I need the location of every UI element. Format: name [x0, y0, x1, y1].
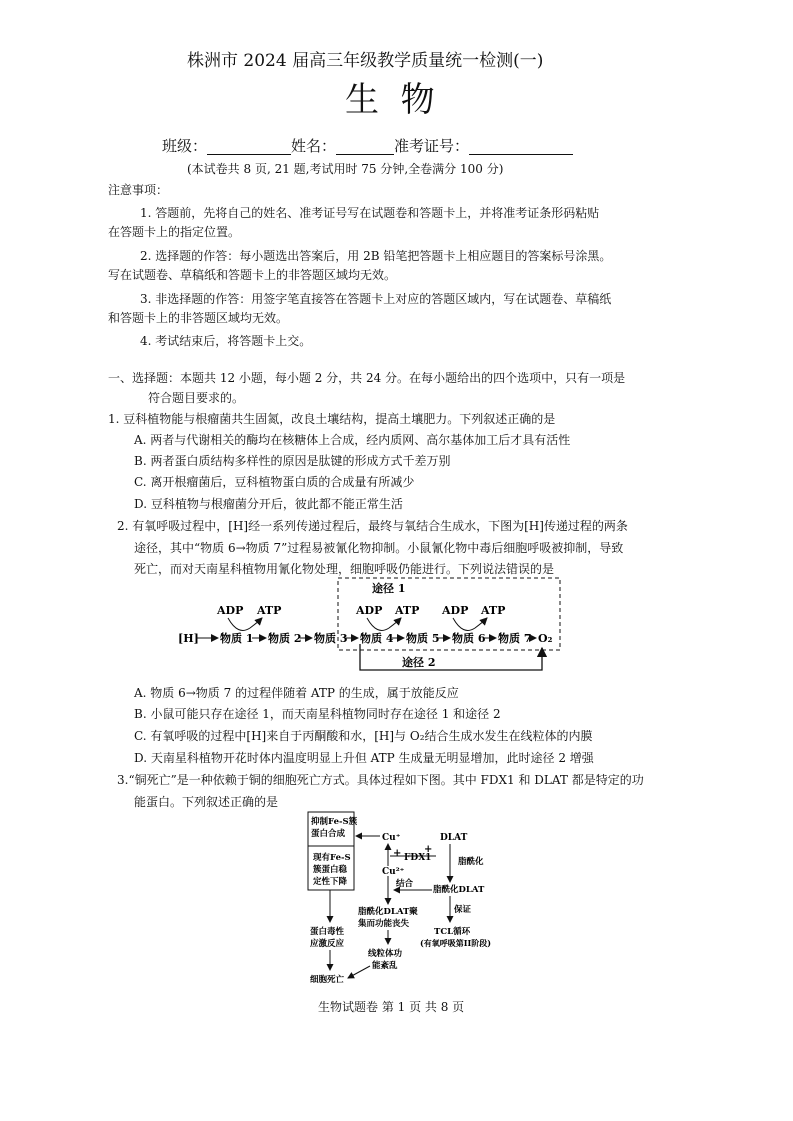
- oxygen-label: O₂: [538, 632, 553, 645]
- notes-heading: 注意事项：: [108, 183, 169, 197]
- fes-text: 现有Fe-S: [313, 853, 351, 863]
- q3-stem-cont: 能蛋白。下列叙述正确的是: [134, 795, 279, 809]
- substance-3: 物质 3: [314, 632, 348, 645]
- plus-sign: +: [424, 844, 433, 855]
- substance-6: 物质 6: [452, 632, 486, 645]
- bind-label: 结合: [396, 879, 414, 889]
- fes-text: 抑制Fe-S簇: [311, 817, 358, 827]
- q2-option-a: A. 物质 6→物质 7 的过程伴随着 ATP 的生成，属于放能反应: [134, 686, 459, 700]
- fes-text: 簇蛋白稳: [313, 865, 348, 875]
- lipoylation-label: 脂酰化: [458, 857, 484, 867]
- id-field[interactable]: [469, 140, 573, 155]
- note-1: 1. 答题前，先将自己的姓名、准考证号写在试题卷和答题卡上，并将准考证条形码粘贴: [140, 206, 600, 220]
- aggregation-text: 集而功能丧失: [358, 919, 410, 929]
- section1-intro: 一、选择题：本题共 12 小题，每小题 2 分，共 24 分。在每小题给出的四个选项中，只有一项是: [108, 371, 626, 385]
- q2-option-d: D. 天南星科植物开花时体内温度明显上升但 ATP 生成量无明显增加，此时途径 2 增强: [134, 751, 594, 765]
- ensure-label: 保证: [454, 905, 472, 915]
- mito-dysfunction-text: 线粒体功: [368, 949, 403, 959]
- adp-label: ADP: [442, 604, 469, 617]
- q1-option-a: A. 两者与代谢相关的酶均在核糖体上合成，经内质网、高尔基体加工后才具有活性: [134, 433, 571, 447]
- note-1-cont: 在答题卡上的指定位置。: [108, 225, 241, 239]
- dlat-label: DLAT: [440, 833, 468, 843]
- id-label: 准考证号：: [394, 137, 470, 155]
- plus-sign: +: [393, 848, 402, 859]
- student-info-row: [162, 137, 573, 155]
- note-3-cont: 和答题卡上的非答题区域均无效。: [108, 311, 289, 325]
- atp-curve-1: [228, 618, 262, 630]
- q2-stem: 2. 有氧呼吸过程中，[H]经一系列传递过程后，最终与氧结合生成水，下图为[H]传递过程的两条: [117, 519, 628, 533]
- q2-option-b: B. 小鼠可能只存在途径 1，而天南星科植物同时存在途径 1 和途径 2: [134, 707, 501, 721]
- q3-stem: 3.“铜死亡”是一种依赖于铜的细胞死亡方式。具体过程如下图。其中 FDX1 和 DLAT 都是特定的功: [117, 773, 644, 787]
- class-field[interactable]: [207, 140, 291, 155]
- q1-option-b: B. 两者蛋白质结构多样性的原因是肽键的形成方式千差万别: [134, 454, 451, 468]
- q2-stem-cont: 途径，其中“物质 6→物质 7”过程易被氰化物抑制。小鼠氰化物中毒后细胞呼吸被抑制，导致: [134, 541, 624, 555]
- note-2-cont: 写在试题卷、草稿纸和答题卡上的非答题区域均无效。: [108, 268, 397, 282]
- substance-7: 物质 7: [498, 632, 532, 645]
- name-field[interactable]: [336, 140, 394, 155]
- note-3: 3. 非选择题的作答：用签字笔直接答在答题卡上对应的答题区域内，写在试题卷、草稿纸: [140, 292, 612, 306]
- adp-label: ADP: [217, 604, 244, 617]
- cu-plus: Cu⁺: [382, 833, 401, 843]
- class-label: 班级：: [162, 137, 208, 155]
- lipo-dlat-label: 脂酰化DLAT: [433, 885, 485, 895]
- substance-5: 物质 5: [406, 632, 440, 645]
- cell-death-label: 细胞死亡: [310, 975, 345, 985]
- mito-dysfunction-text: 能紊乱: [372, 961, 398, 971]
- fes-text: 定性下降: [313, 877, 348, 887]
- exam-title: 株洲市 2024 届高三年级教学质量统一检测(一): [187, 51, 544, 71]
- q1-option-d: D. 豆科植物与根瘤菌分开后，彼此都不能正常生活: [134, 497, 403, 511]
- tca-label: (有氧呼吸第II阶段): [420, 938, 492, 948]
- aggregation-text: 脂酰化DLAT聚: [358, 907, 418, 917]
- substance-4: 物质 4: [360, 632, 394, 645]
- q2-stem-cont2: 死亡，而对天南星科植物用氰化物处理，细胞呼吸仍能进行。下列说法错误的是: [134, 562, 555, 576]
- page-footer: 生物试题卷 第 1 页 共 8 页: [318, 1000, 465, 1014]
- h-label: [H]: [178, 632, 199, 645]
- name-label: 姓名：: [291, 137, 337, 155]
- note-2: 2. 选择题的作答：每小题选出答案后，用 2B 铅笔把答题卡上相应题目的答案标号涂黑。: [140, 249, 612, 263]
- fes-text: 蛋白合成: [311, 829, 346, 839]
- q2-option-c: C. 有氧呼吸的过程中[H]来自于丙酮酸和水，[H]与 O₂结合生成水发生在线粒体的内膜: [134, 729, 593, 743]
- h-transfer-diagram: [170, 574, 570, 678]
- tca-label: TCL循环: [434, 927, 471, 937]
- q1-option-c: C. 离开根瘤菌后，豆科植物蛋白质的合成量有所减少: [134, 475, 415, 489]
- atp-label: ATP: [395, 604, 420, 617]
- substance-1: 物质 1: [220, 632, 254, 645]
- subject-title: 生 物: [345, 80, 435, 120]
- note-4: 4. 考试结束后，将答题卡上交。: [140, 334, 312, 348]
- pathway1-label: 途径 1: [372, 582, 406, 595]
- cu2-plus: Cu²⁺: [382, 867, 405, 877]
- section1-intro-cont: 符合题目要求的。: [148, 391, 245, 405]
- atp-label: ATP: [257, 604, 282, 617]
- atp-label: ATP: [481, 604, 506, 617]
- substance-2: 物质 2: [268, 632, 302, 645]
- fdx1-label: FDX1: [404, 853, 432, 863]
- exam-info: (本试卷共 8 页, 21 题,考试用时 75 分钟,全卷满分 100 分): [187, 162, 504, 176]
- atp-curve-2: [367, 618, 401, 630]
- q1-stem: 1. 豆科植物能与根瘤菌共生固氮，改良土壤结构，提高土壤肥力。下列叙述正确的是: [108, 412, 556, 426]
- toxic-stress-text: 蛋白毒性: [310, 927, 345, 937]
- atp-curve-3: [453, 618, 487, 630]
- cuproptosis-diagram: [300, 810, 510, 988]
- adp-label: ADP: [356, 604, 383, 617]
- pathway2-arrow: [360, 644, 542, 670]
- pathway2-label: 途径 2: [402, 656, 436, 669]
- toxic-stress-text: 应激反应: [310, 939, 345, 949]
